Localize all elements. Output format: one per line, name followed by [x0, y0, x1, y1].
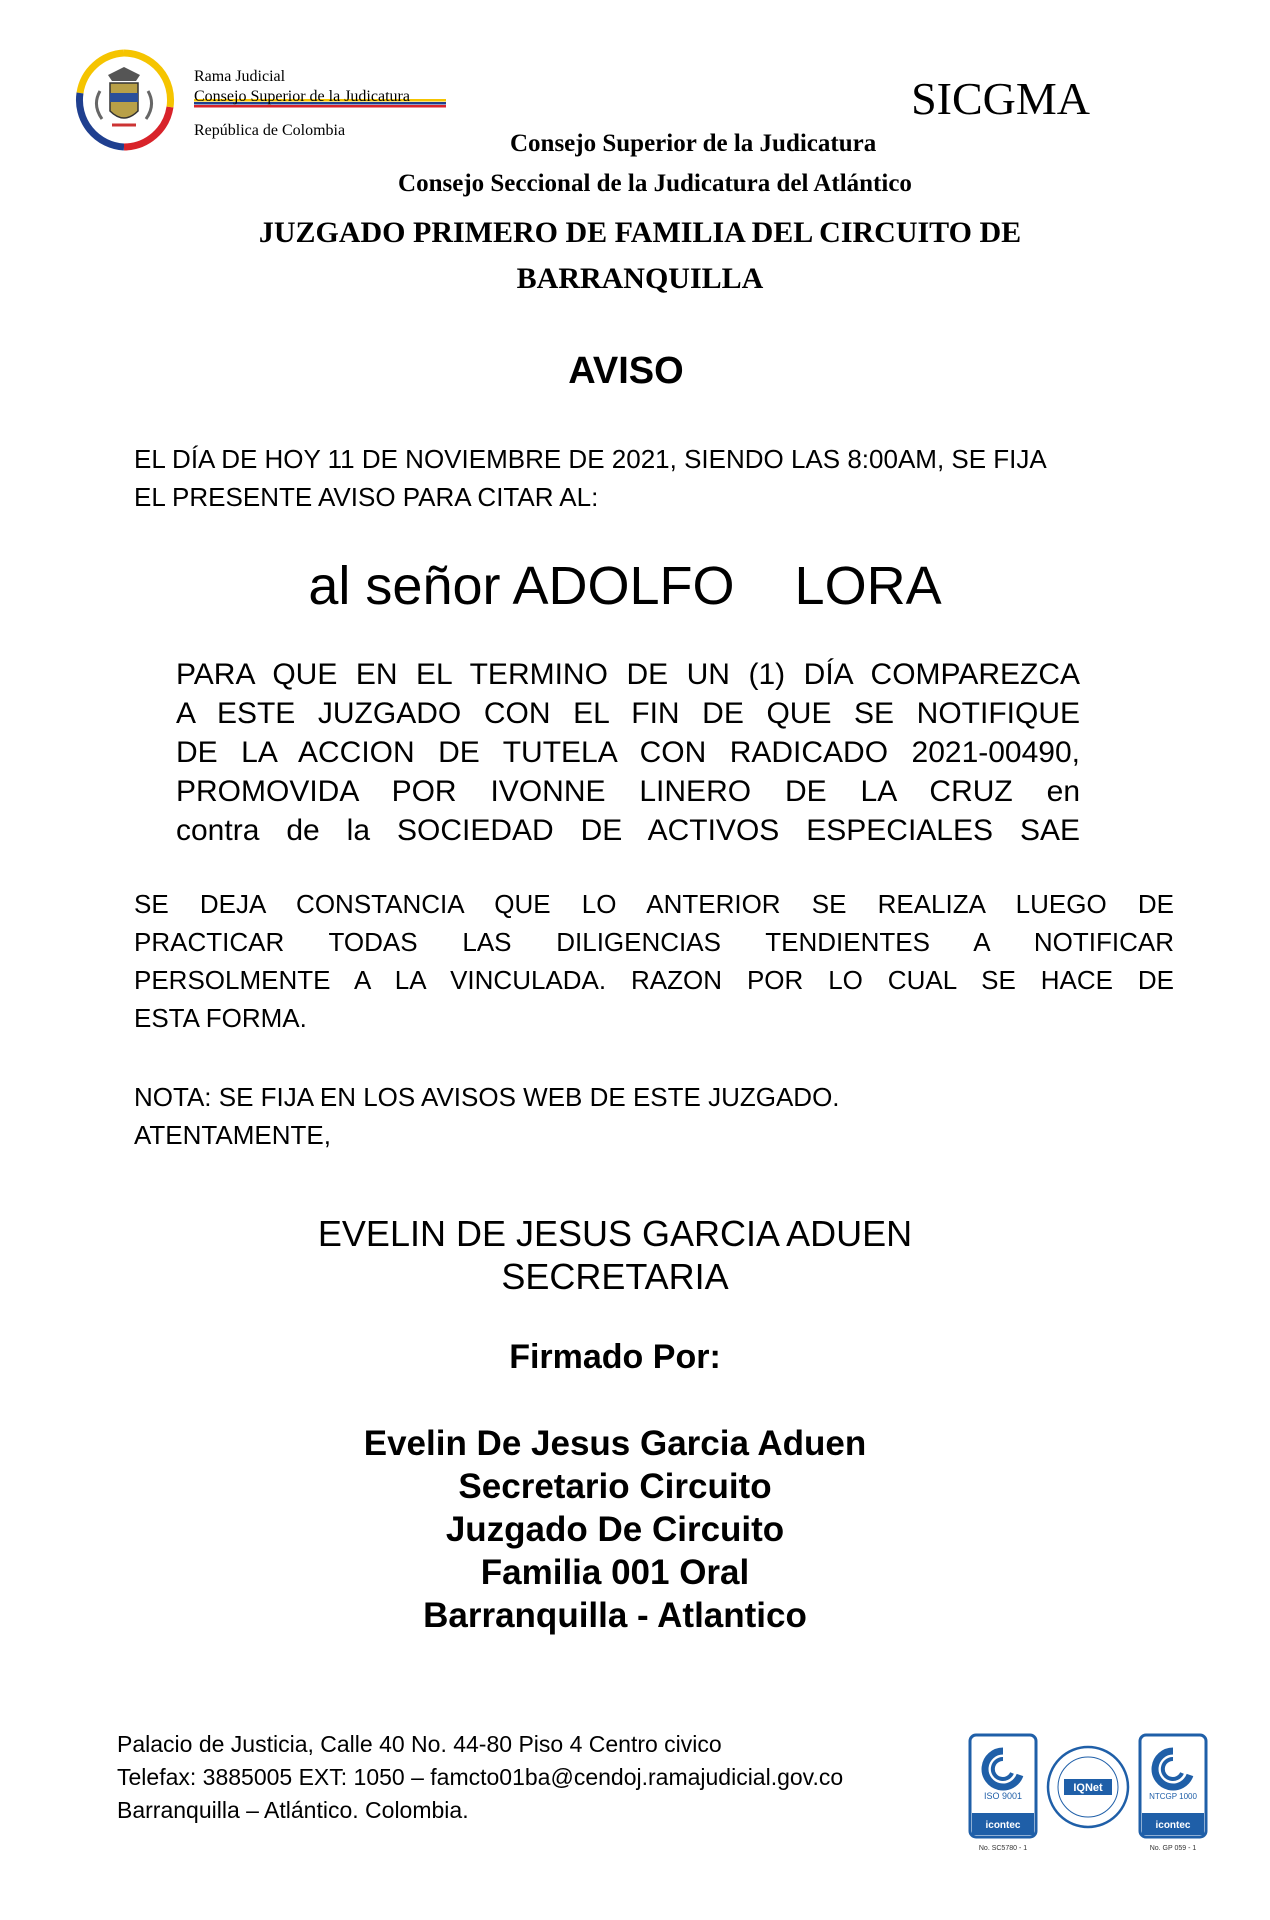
signatory-name: EVELIN DE JESUS GARCIA ADUEN [317, 1213, 913, 1254]
constancia-paragraph [134, 885, 1174, 1037]
purpose-line: PARA QUE EN EL TERMINO DE UN (1) DÍA COMPAREZCA [176, 658, 1080, 691]
footer-address [117, 1728, 843, 1827]
iqnet-seal-icon [1048, 1747, 1128, 1827]
signer-line: Secretario Circuito [458, 1467, 772, 1506]
digital-signer-block [0, 1422, 1250, 1637]
signer-line: Juzgado De Circuito [445, 1510, 785, 1549]
ntcgp-1000-seal-icon [1140, 1735, 1206, 1852]
ntcgp-label: NTCGP 1000 [1149, 1792, 1197, 1801]
purpose-line: PROMOVIDA POR IVONNE LINERO DE LA CRUZ en [176, 775, 1080, 808]
nota-line: NOTA: SE FIJA EN LOS AVISOS WEB DE ESTE JUZGADO. [134, 1082, 840, 1112]
closing-line: ATENTAMENTE, [134, 1120, 331, 1150]
icontec-label: icontec [1155, 1820, 1191, 1831]
court-heading [120, 210, 1160, 302]
logo-line-rama: Rama Judicial [194, 68, 286, 85]
footer-city-line: Barranquilla – Atlántico. Colombia. [117, 1797, 469, 1823]
constancia-line: PERSOLMENTE A LA VINCULADA. RAZON POR LO CUAL SE HACE DE [134, 965, 1174, 995]
iso-number: No. SC5780 - 1 [978, 1845, 1028, 1852]
ntcgp-number: No. GP 059 - 1 [1149, 1845, 1197, 1852]
court-heading-line1: JUZGADO PRIMERO DE FAMILIA DEL CIRCUITO DE [258, 216, 1022, 249]
footer-address-line: Palacio de Justicia, Calle 40 No. 44-80 Piso 4 Centro civico [117, 1731, 722, 1757]
court-heading-line2: BARRANQUILLA [516, 262, 764, 295]
recipient-name: al señor ADOLFO LORA [308, 556, 942, 616]
footer-contact-line: Telefax: 3885005 EXT: 1050 – famcto01ba@cendoj.ramajudicial.gov.co [117, 1764, 844, 1790]
signer-line: Familia 001 Oral [480, 1553, 750, 1592]
purpose-line: A ESTE JUZGADO CON EL FIN DE QUE SE NOTIFIQUE [176, 697, 1080, 730]
constancia-line: PRACTICAR TODAS LAS DILIGENCIAS TENDIENTES A NOTIFICAR [134, 927, 1174, 957]
intro-line: EL DÍA DE HOY 11 DE NOVIEMBRE DE 2021, SIENDO LAS 8:00AM, SE FIJA [134, 444, 1047, 474]
logo-text [194, 67, 410, 141]
council-heading: Consejo Superior de la Judicatura [510, 130, 877, 157]
intro-paragraph [134, 440, 1174, 516]
logo-line-consejo: Consejo Superior de la Judicatura [194, 88, 410, 105]
system-name: SICGMA [911, 73, 1090, 124]
signed-by-label: Firmado Por: [509, 1338, 721, 1376]
constancia-line: SE DEJA CONSTANCIA QUE LO ANTERIOR SE REALIZA LUEGO DE [134, 889, 1174, 919]
nota-paragraph [134, 1078, 1174, 1154]
constancia-line: ESTA FORMA. [134, 1003, 307, 1033]
purpose-paragraph [176, 655, 1080, 850]
signatory-role: SECRETARIA [501, 1256, 729, 1297]
iso-label: ISO 9001 [983, 1791, 1023, 1801]
icontec-label: icontec [985, 1820, 1021, 1831]
intro-line: EL PRESENTE AVISO PARA CITAR AL: [134, 482, 599, 512]
coat-of-arms-icon [96, 67, 151, 125]
certification-seals [968, 1733, 1208, 1853]
logo-line-republica: República de Colombia [194, 122, 346, 139]
purpose-line: DE LA ACCION DE TUTELA CON RADICADO 2021-00490, [176, 736, 1080, 769]
sectional-council-heading: Consejo Seccional de la Judicatura del Atlántico [398, 170, 912, 197]
signature-block [0, 1212, 1250, 1298]
notice-title: AVISO [568, 350, 684, 392]
iso-9001-seal-icon [970, 1735, 1036, 1852]
signer-line: Barranquilla - Atlantico [423, 1596, 807, 1635]
purpose-line: contra de la SOCIEDAD DE ACTIVOS ESPECIALES SAE [176, 814, 1080, 847]
signer-line: Evelin De Jesus Garcia Aduen [363, 1424, 867, 1463]
iqnet-label: IQNet [1073, 1782, 1103, 1794]
